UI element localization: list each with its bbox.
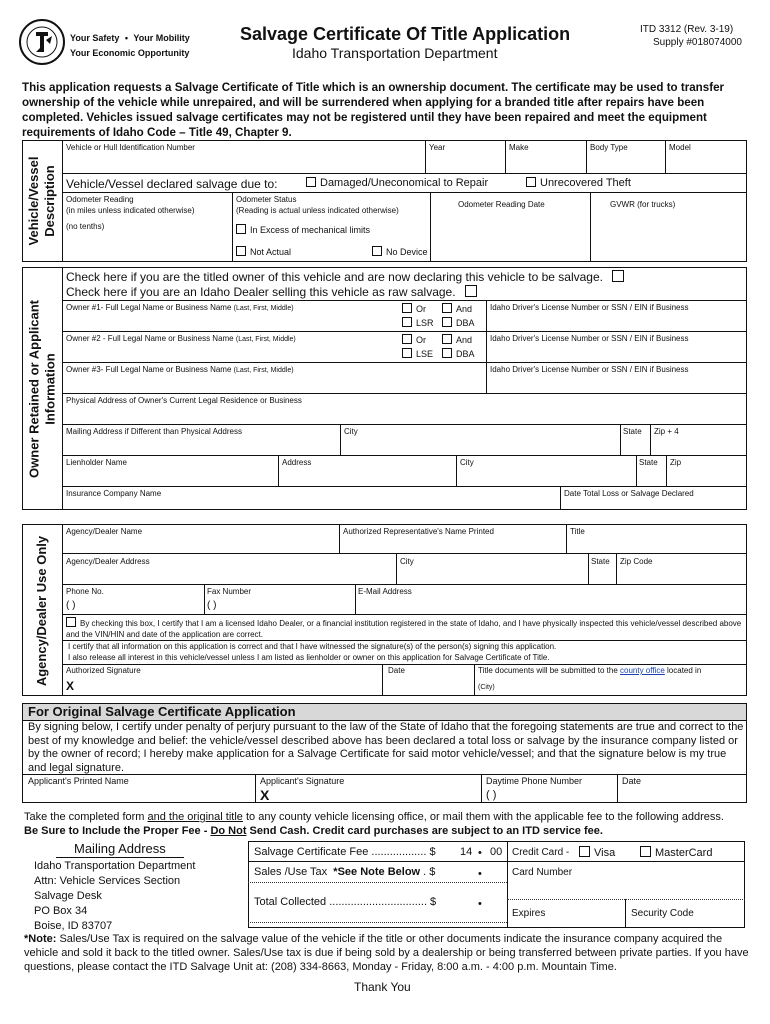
address-line: Boise, ID 83707 xyxy=(34,920,113,932)
owner3-license-label: Idaho Driver's License Number or SSN / EIN if Business xyxy=(490,365,689,374)
county-office-link[interactable]: county office xyxy=(620,666,665,675)
owner-side-label: Owner Retained or Applicant Information xyxy=(26,300,58,478)
lienholder-city-label: City xyxy=(460,458,474,467)
slogan-line-2: Your Economic Opportunity xyxy=(70,48,190,58)
odometer-date-label: Odometer Reading Date xyxy=(458,200,545,209)
theft-checkbox[interactable] xyxy=(526,177,536,187)
instructions-line-1: Take the completed form and the original title to any county vehicle licensing office, or mail them with the applicable fee to the following address. xyxy=(24,811,724,823)
model-label: Model xyxy=(669,143,691,152)
security-code-label: Security Code xyxy=(631,908,694,919)
sales-tax-line: Sales /Use Tax *See Note Below . $ xyxy=(254,866,436,878)
and-checkbox[interactable] xyxy=(442,334,452,344)
department-name: Idaho Transportation Department xyxy=(292,45,498,61)
dealer-certify-checkbox[interactable] xyxy=(66,617,76,627)
total-collected-label: Total Collected ................................ $ xyxy=(254,896,437,908)
owner2-or-option[interactable]: Or xyxy=(402,334,426,345)
no-tenths-hint: (no tenths) xyxy=(66,222,105,231)
form-title: Salvage Certificate Of Title Application xyxy=(240,24,571,44)
rep-name-label: Authorized Representative's Name Printed xyxy=(343,527,494,536)
dealer-certification[interactable]: By checking this box, I certify that I am a licensed Idaho Dealer, or a financial institution registered in the state of Idaho, and I have physically inspected this vehicle/vessel described above and the VIN/HIN and date of the application are correct. xyxy=(66,619,742,639)
lse-checkbox[interactable] xyxy=(402,348,412,358)
mailing-zip-label: Zip + 4 xyxy=(654,427,679,436)
or-checkbox[interactable] xyxy=(402,303,412,313)
decimal-dot: • xyxy=(478,898,482,910)
itd-logo xyxy=(18,18,66,66)
owner2-label: Owner #2 - Full Legal Name or Business Name (Last, First, Middle) xyxy=(66,334,296,343)
owner1-lsr-option[interactable]: LSR xyxy=(402,317,434,328)
excess-option[interactable]: In Excess of mechanical limits xyxy=(236,224,370,235)
owner1-dba-option[interactable]: DBA xyxy=(442,317,475,328)
dealer-raw-salvage-check[interactable]: Check here if you are an Idaho Dealer selling this vehicle as raw salvage. xyxy=(66,285,481,299)
and-checkbox[interactable] xyxy=(442,303,452,313)
agency-zip-label: Zip Code xyxy=(620,557,653,566)
mailing-city-label: City xyxy=(344,427,358,436)
agency-address-label: Agency/Dealer Address xyxy=(66,557,150,566)
no-device-option[interactable]: No Device xyxy=(372,246,428,257)
owner1-or-option[interactable]: Or xyxy=(402,303,426,314)
dba-checkbox[interactable] xyxy=(442,317,452,327)
visa-checkbox[interactable] xyxy=(579,846,590,857)
mailing-address-label: Mailing Address if Different than Physical Address xyxy=(66,427,242,436)
printed-name-label: Applicant's Printed Name xyxy=(28,776,129,786)
mailing-address-heading: Mailing Address xyxy=(74,841,166,856)
card-number-label: Card Number xyxy=(512,867,573,878)
or-checkbox[interactable] xyxy=(402,334,412,344)
authorized-signature-x: X xyxy=(66,679,75,693)
titled-owner-check[interactable]: Check here if you are the titled owner of this vehicle and are now declaring this vehicle to be salvage. xyxy=(66,270,628,284)
vehicle-side-label: Vehicle/Vessel Description xyxy=(26,156,57,246)
applicant-signature-label: Applicant's Signature xyxy=(260,776,345,786)
perjury-statement: By signing below, I certify under penalty of perjury pursuant to the law of the State of Idaho that the foregoing statements are true and correct to the best of my knowledge and belief: the vehicle/vessel described above has been declared a total loss or salvage by the insurance company listed or by the owner of record; I hereby make application for a Salvage Certificate for said motor vehicle/vessel; and that the signature below is my true and legal signature. xyxy=(28,721,744,774)
daytime-phone-area: ( ) xyxy=(486,789,497,801)
owner3-label: Owner #3- Full Legal Name or Business Name (Last, First, Middle) xyxy=(66,365,294,374)
salvage-due-label: Vehicle/Vessel declared salvage due to: xyxy=(66,177,278,191)
applicant-signature-x: X xyxy=(260,787,270,803)
address-line: Attn: Vehicle Services Section xyxy=(34,875,181,887)
fax-label: Fax Number xyxy=(207,587,252,596)
form-number: ITD 3312 (Rev. 3-19) xyxy=(640,24,734,35)
salvage-fee-dollars: 14 xyxy=(460,846,473,858)
physical-address-label: Physical Address of Owner's Current Legal Residence or Business xyxy=(66,396,302,405)
year-label: Year xyxy=(429,143,446,152)
credit-card-label: Credit Card - xyxy=(512,847,570,858)
address-line: Idaho Transportation Department xyxy=(34,860,196,872)
title-submitted-text: Title documents will be submitted to the county office located in xyxy=(478,666,702,675)
lsr-checkbox[interactable] xyxy=(402,317,412,327)
damaged-option[interactable]: Damaged/Uneconomical to Repair xyxy=(306,177,488,189)
dba-checkbox[interactable] xyxy=(442,348,452,358)
lienholder-state-label: State xyxy=(639,458,658,467)
agency-city-label: City xyxy=(400,557,414,566)
phone-label: Phone No. xyxy=(66,587,104,596)
fax-area-code: ( ) xyxy=(207,600,217,611)
titled-owner-checkbox[interactable] xyxy=(612,270,624,282)
mastercard-option[interactable]: MasterCard xyxy=(640,846,712,859)
address-line: Salvage Desk xyxy=(34,890,102,902)
address-line: PO Box 34 xyxy=(34,905,88,917)
owner1-label: Owner #1- Full Legal Name or Business Name (Last, First, Middle) xyxy=(66,303,294,312)
mailing-address-block xyxy=(34,859,195,934)
lienholder-label: Lienholder Name xyxy=(66,458,127,467)
vin-label: Vehicle or Hull Identification Number xyxy=(66,143,195,152)
thank-you: Thank You xyxy=(354,980,411,994)
salvage-fee-cents: 00 xyxy=(490,846,503,858)
decimal-dot: • xyxy=(478,868,482,880)
instructions-line-2: Be Sure to Include the Proper Fee - Do Not Send Cash. Credit card purchases are subject to an ITD service fee. xyxy=(24,825,603,837)
owner2-lse-option[interactable]: LSE xyxy=(402,348,433,359)
agency-side-label: Agency/Dealer Use Only xyxy=(34,535,49,687)
no-device-checkbox[interactable] xyxy=(372,246,382,256)
agency-state-label: State xyxy=(591,557,610,566)
salvage-fee-label: Salvage Certificate Fee .................. $ xyxy=(254,846,436,858)
owner1-license-label: Idaho Driver's License Number or SSN / EIN if Business xyxy=(490,303,689,312)
owner2-and-option[interactable]: And xyxy=(442,334,472,345)
decimal-dot: • xyxy=(478,847,482,859)
odometer-reading-label: Odometer Reading xyxy=(66,195,134,204)
mastercard-checkbox[interactable] xyxy=(640,846,651,857)
daytime-phone-label: Daytime Phone Number xyxy=(486,776,583,786)
excess-checkbox[interactable] xyxy=(236,224,246,234)
lienholder-zip-label: Zip xyxy=(670,458,682,467)
body-type-label: Body Type xyxy=(590,143,628,152)
email-label: E-Mail Address xyxy=(358,587,412,596)
not-actual-option[interactable]: Not Actual xyxy=(236,246,291,257)
odometer-reading-hint: (in miles unless indicated otherwise) xyxy=(66,206,195,215)
mailing-state-label: State xyxy=(623,427,642,436)
lienholder-address-label: Address xyxy=(282,458,312,467)
odometer-status-hint: (Reading is actual unless indicated otherwise) xyxy=(236,206,399,215)
insurance-label: Insurance Company Name xyxy=(66,489,162,498)
agency-date-label: Date xyxy=(388,666,405,675)
witness-certification: I certify that all information on this application is correct and that I have witnessed the signature(s) of the person(s) signing this application. xyxy=(68,642,557,651)
not-actual-checkbox[interactable] xyxy=(236,246,246,256)
intro-text: This application requests a Salvage Certificate of Title which is an ownership document. The certificate may be used to transfer ownership of the vehicle while unrepaired, and will be surrendered when applying for a branded title after repairs have been completed. Vehicles issued salvage certificates may not be registered until they have been repaired and meet the equipment requirements of Idaho Code – Title 49, Chapter 9. xyxy=(22,81,725,139)
owner2-dba-option[interactable]: DBA xyxy=(442,348,475,359)
loss-date-label: Date Total Loss or Salvage Declared xyxy=(564,489,694,498)
owner2-license-label: Idaho Driver's License Number or SSN / EIN if Business xyxy=(490,334,689,343)
agency-title-label: Title xyxy=(570,527,585,536)
damaged-checkbox[interactable] xyxy=(306,177,316,187)
visa-option[interactable]: Visa xyxy=(579,846,615,859)
supply-number: Supply #018074000 xyxy=(653,37,742,48)
slogan-line-1: Your Safety • Your Mobility xyxy=(70,33,190,43)
dealer-raw-salvage-checkbox[interactable] xyxy=(465,285,477,297)
make-label: Make xyxy=(509,143,529,152)
expires-label: Expires xyxy=(512,908,546,919)
theft-option[interactable]: Unrecovered Theft xyxy=(526,177,631,189)
agency-name-label: Agency/Dealer Name xyxy=(66,527,143,536)
phone-area-code: ( ) xyxy=(66,600,76,611)
original-application-heading: For Original Salvage Certificate Application xyxy=(28,704,296,719)
city-hint: (City) xyxy=(478,684,495,691)
odometer-status-label: Odometer Status xyxy=(236,195,297,204)
owner1-and-option[interactable]: And xyxy=(442,303,472,314)
gvwr-label: GVWR (for trucks) xyxy=(610,200,676,209)
applicant-date-label: Date xyxy=(622,776,642,786)
sales-tax-note: *Note: Sales/Use Tax is required on the salvage value of the vehicle if the title or other documents indicate the insurance company acquired the vehicle and sold it back to the titled owner. Sales/Use tax is due if being sold by a dealership or being transferred between private parties. If you have questions, please contact the ITD Salvage Unit at: (208) 334-8663, Monday - Friday, 8:00 a.m. - 4:00 p.m. Mountain Time. xyxy=(24,933,749,973)
release-interest: I also release all interest in this vehicle/vessel unless I am listed as lienholder or owner on this application for Salvage Certificate of Title. xyxy=(68,653,550,662)
authorized-signature-label: Authorized Signature xyxy=(66,666,141,675)
